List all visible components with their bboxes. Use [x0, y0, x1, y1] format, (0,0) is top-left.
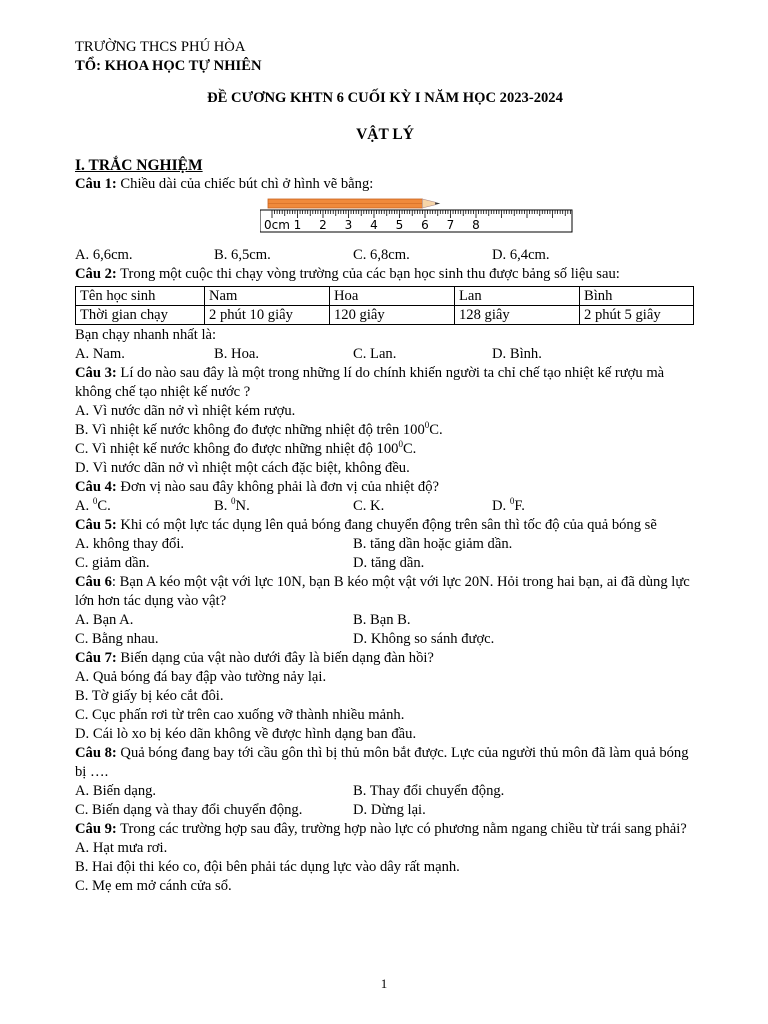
ruler-label: 4 — [370, 218, 378, 232]
option-prefix: D. — [492, 498, 510, 514]
table-cell: 128 giây — [455, 306, 580, 325]
table-cell: Thời gian chạy — [76, 306, 205, 325]
q7-option-c[interactable]: C. Cục phấn rơi từ trên cao xuống vỡ thành nhiều mảnh. — [75, 707, 405, 723]
ruler-label: 0cm — [264, 218, 290, 232]
q4-option-b[interactable] — [214, 497, 353, 516]
table-cell: 2 phút 5 giây — [580, 306, 694, 325]
q1-text: Chiều dài của chiếc bút chì ở hình vẽ bằng: — [116, 176, 374, 192]
q8-option-c[interactable]: C. Biến dạng và thay đổi chuyển động. — [75, 802, 303, 818]
q8-options-row-2 — [75, 801, 695, 820]
degree-unit: C. — [402, 441, 417, 457]
ruler-label: 2 — [319, 218, 327, 232]
q4-option-c[interactable] — [353, 497, 492, 516]
ruler-label: 1 — [293, 218, 302, 232]
q5-label: Câu 5: — [75, 517, 117, 533]
q1-label: Câu 1: — [75, 176, 117, 192]
option-prefix: A. — [75, 498, 93, 514]
q2-text: Trong một cuộc thi chạy vòng trường của các bạn học sinh thu được bảng số liệu sau: — [116, 266, 620, 282]
document-page — [75, 38, 695, 896]
q2-option-d[interactable]: D. Bình. — [492, 346, 542, 362]
q3-text: Lí do nào sau đây là một trong những lí do chính khiến người ta chỉ chế tạo nhiệt kế rượu mà không chế tạo nhiệt kế nước ? — [75, 365, 665, 400]
table-cell: Bình — [580, 287, 694, 306]
q6-option-a[interactable]: A. Bạn A. — [75, 612, 134, 628]
option-prefix: B. — [214, 498, 232, 514]
q2-option-b[interactable]: B. Hoa. — [214, 346, 259, 362]
q6-text: : Bạn A kéo một vật với lực 10N, bạn B kéo một vật với lực 20N. Hỏi trong hai bạn, ai đã dùng lực lớn hơn tác dụng vào vật? — [75, 574, 690, 609]
question-7 — [75, 649, 695, 668]
table-cell: Lan — [455, 287, 580, 306]
q5-text: Khi có một lực tác dụng lên quả bóng đang chuyển động trên sân thì tốc độ của quả bóng sẽ — [116, 517, 657, 533]
q9-option-b[interactable]: B. Hai đội thi kéo co, đội bên phải tác dụng lực vào dây rất mạnh. — [75, 859, 460, 875]
q2-options — [75, 345, 695, 364]
question-3 — [75, 364, 695, 402]
school-name: TRƯỜNG THCS PHÚ HÒA — [75, 39, 246, 55]
q9-text: Trong các trường hợp sau đây, trường hợp nào lực có phương nằm ngang chiều từ trái sang phải? — [116, 821, 687, 837]
q8-option-b[interactable]: B. Thay đổi chuyển động. — [353, 783, 505, 799]
q4-text: Đơn vị nào sau đây không phải là đơn vị của nhiệt độ? — [116, 479, 440, 495]
ruler-body — [260, 210, 572, 232]
q6-label: Câu 6 — [75, 574, 112, 590]
ruler-pencil-image — [260, 198, 575, 238]
degree-sup: 0 — [424, 420, 430, 431]
q1-options — [75, 246, 695, 265]
q2-data-table — [75, 286, 694, 325]
question-5 — [75, 516, 695, 535]
q6-options-row-2 — [75, 630, 695, 649]
table-row — [76, 287, 694, 306]
q9-label: Câu 9: — [75, 821, 117, 837]
department-name: TỔ: KHOA HỌC TỰ NHIÊN — [75, 58, 262, 74]
degree-sup: 0 — [398, 439, 403, 450]
table-cell: 120 giây — [330, 306, 455, 325]
q2-option-a[interactable]: A. Nam. — [75, 346, 125, 362]
q9-option-c[interactable]: C. Mẹ em mở cánh cửa sổ. — [75, 878, 232, 894]
option-unit: C. — [97, 498, 111, 514]
q2-prompt: Bạn chạy nhanh nhất là: — [75, 327, 217, 343]
subject-title: VẬT LÝ — [356, 126, 414, 143]
q3-option-b-text: B. Vì nhiệt kế nước không đo được những nhiệt độ trên 100 — [75, 422, 425, 438]
section-heading — [75, 156, 695, 175]
q7-option-a[interactable]: A. Quả bóng đá bay đập vào tường nảy lại. — [75, 669, 327, 685]
q1-option-d[interactable]: D. 6,4cm. — [492, 247, 550, 263]
q8-options-row-1 — [75, 782, 695, 801]
q2-option-c[interactable]: C. Lan. — [353, 346, 397, 362]
q7-label: Câu 7: — [75, 650, 117, 666]
option-unit: N. — [235, 498, 250, 514]
q2-label: Câu 2: — [75, 266, 117, 282]
q5-option-c[interactable]: C. giảm dần. — [75, 555, 150, 571]
pencil-lead — [435, 202, 440, 205]
option-unit: F. — [514, 498, 525, 514]
q7-option-d[interactable]: D. Cái lò xo bị kéo dãn không về được hình dạng ban đầu. — [75, 726, 417, 742]
q5-option-b[interactable]: B. tăng dần hoặc giảm dần. — [353, 536, 513, 552]
ruler-label: 8 — [472, 218, 480, 232]
page-number: 1 — [380, 976, 388, 991]
table-cell: Nam — [205, 287, 330, 306]
q5-options-row-1 — [75, 535, 695, 554]
q3-option-d[interactable]: D. Vì nước dãn nở vì nhiệt một cách đặc biệt, không đều. — [75, 460, 410, 476]
question-9 — [75, 820, 695, 839]
ruler-figure — [75, 194, 695, 246]
q6-option-b[interactable]: B. Bạn B. — [353, 612, 411, 628]
q8-label: Câu 8: — [75, 745, 117, 761]
q3-option-b[interactable] — [75, 421, 695, 440]
q8-option-d[interactable]: D. Dừng lại. — [353, 802, 426, 818]
q5-option-d[interactable]: D. tăng dần. — [353, 555, 425, 571]
q3-option-c-text: C. Vì nhiệt kế nước không đo được những nhiệt độ 100 — [75, 441, 399, 457]
q1-option-b[interactable]: B. 6,5cm. — [214, 247, 271, 263]
ruler-label: 3 — [344, 218, 353, 232]
question-2 — [75, 265, 695, 284]
table-row — [76, 306, 694, 325]
q5-option-a[interactable]: A. không thay đổi. — [75, 536, 185, 552]
q3-label: Câu 3: — [75, 365, 117, 381]
question-1 — [75, 175, 695, 194]
ruler-label: 5 — [395, 218, 404, 232]
degree-unit: C. — [429, 422, 443, 438]
q4-option-a[interactable] — [75, 497, 214, 516]
pencil-tip — [422, 199, 435, 208]
q4-option-d[interactable] — [492, 497, 631, 516]
option-prefix: C. K. — [353, 498, 385, 514]
q4-options — [75, 497, 695, 516]
q3-option-a[interactable]: A. Vì nước dãn nở vì nhiệt kém rượu. — [75, 403, 296, 419]
q6-option-c[interactable]: C. Bằng nhau. — [75, 631, 159, 647]
q7-option-b[interactable]: B. Tờ giấy bị kéo cắt đôi. — [75, 688, 224, 704]
document-title: ĐỀ CƯƠNG KHTN 6 CUỐI KỲ I NĂM HỌC 2023-2024 — [207, 90, 563, 106]
degree-sup: 0 — [92, 496, 98, 507]
q4-label: Câu 4: — [75, 479, 117, 495]
degree-sup: 0 — [231, 496, 236, 507]
question-4 — [75, 478, 695, 497]
question-8 — [75, 744, 695, 782]
q7-text: Biến dạng của vật nào dưới đây là biến dạng đàn hồi? — [116, 650, 434, 666]
q6-option-d[interactable]: D. Không so sánh được. — [353, 631, 495, 647]
question-6 — [75, 573, 695, 611]
table-cell: Hoa — [330, 287, 455, 306]
degree-sup: 0 — [509, 496, 515, 507]
q9-option-a[interactable]: A. Hạt mưa rơi. — [75, 840, 168, 856]
q1-option-c[interactable]: C. 6,8cm. — [353, 247, 410, 263]
ruler-label: 7 — [446, 218, 455, 232]
section-heading-text: I. TRẮC NGHIỆM — [75, 157, 203, 174]
table-cell: Tên học sinh — [76, 287, 205, 306]
table-cell: 2 phút 10 giây — [205, 306, 330, 325]
q1-option-a[interactable]: A. 6,6cm. — [75, 247, 133, 263]
q8-option-a[interactable]: A. Biến dạng. — [75, 783, 157, 799]
q8-text: Quả bóng đang bay tới cầu gôn thì bị thủ môn bắt được. Lực của người thủ môn đã làm quả bóng bị …. — [75, 745, 689, 780]
q3-option-c[interactable] — [75, 440, 695, 459]
q6-options-row-1 — [75, 611, 695, 630]
q5-options-row-2 — [75, 554, 695, 573]
ruler-label: 6 — [421, 218, 429, 232]
